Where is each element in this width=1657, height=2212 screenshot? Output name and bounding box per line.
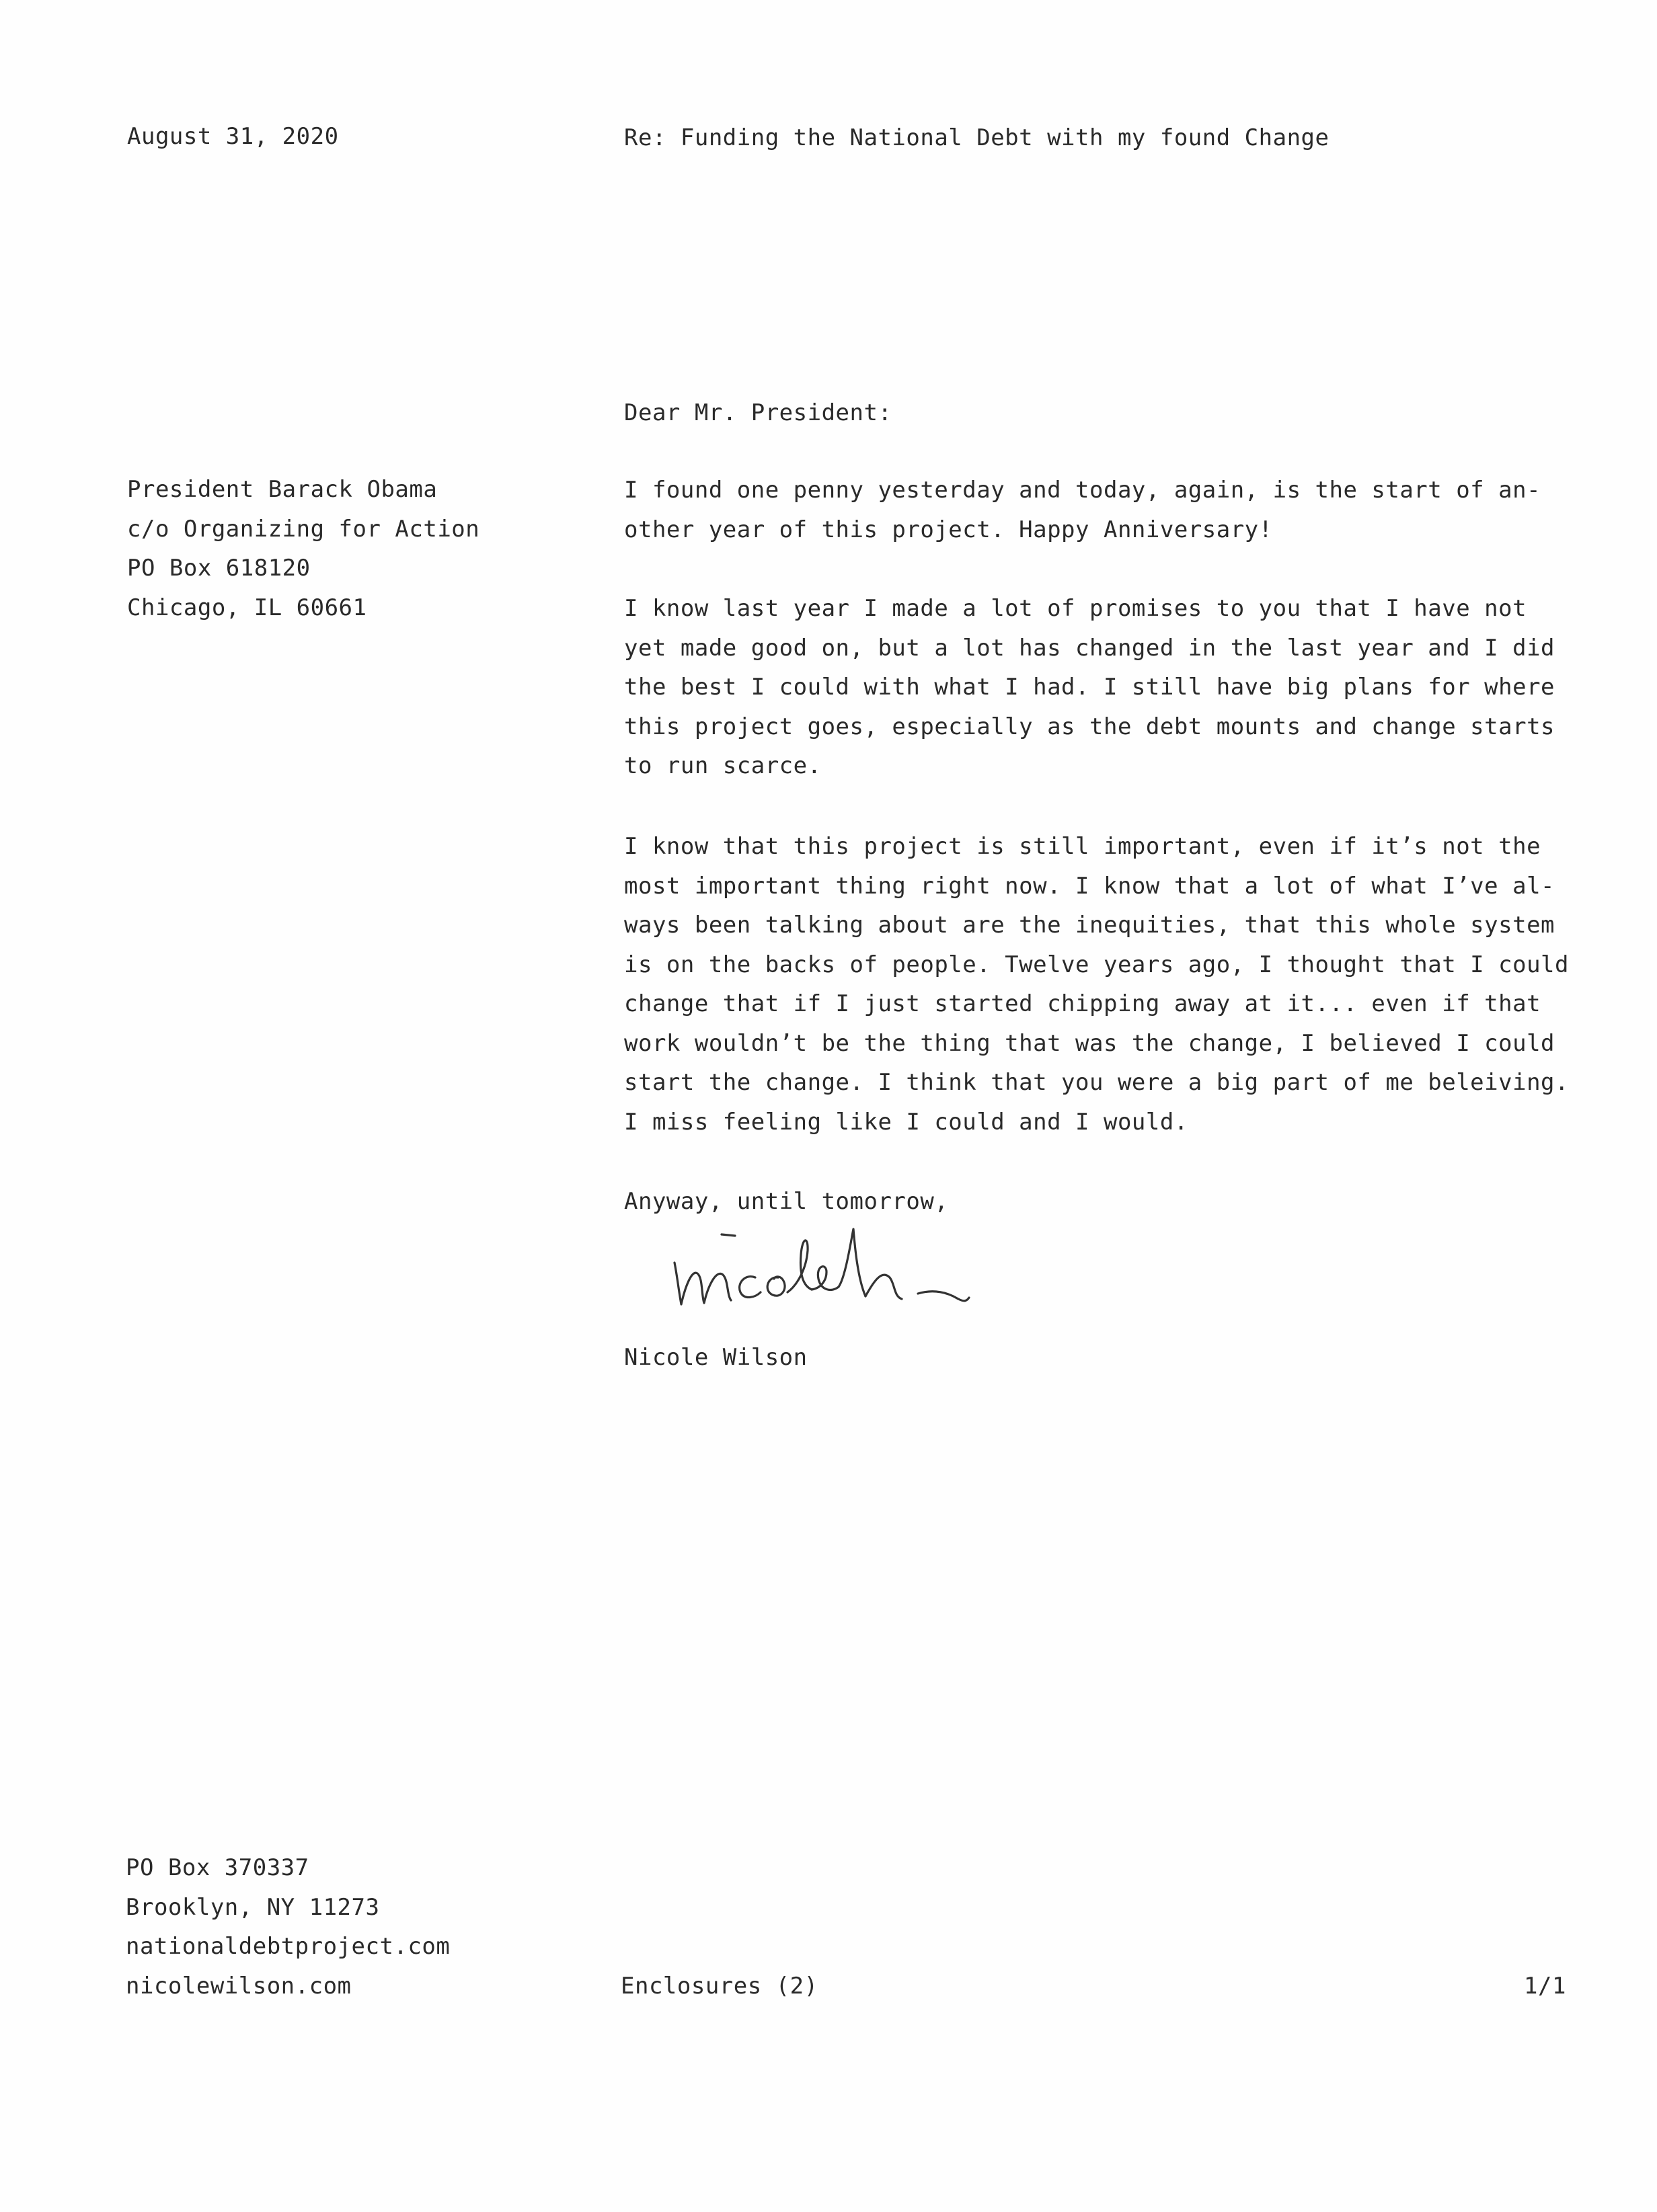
body-line: the best I could with what I had. I still have big plans for where [624, 674, 1555, 701]
body-line: I know that this project is still important, even if it’s not the [624, 833, 1541, 860]
body-line: is on the backs of people. Twelve years ago, I thought that I could [624, 951, 1569, 978]
body-line: most important thing right now. I know that a lot of what I’ve al- [624, 872, 1555, 900]
body-line: I found one penny yesterday and today, again, is the start of an- [624, 477, 1541, 504]
closing: Anyway, until tomorrow, [624, 1188, 949, 1215]
body-line: work wouldn’t be the thing that was the change, I believed I could [624, 1029, 1555, 1057]
body-line: change that if I just started chipping away at it... even if that [624, 990, 1541, 1017]
subject-line: Re: Funding the National Debt with my found Change [624, 124, 1330, 151]
sender-line: PO Box 370337 [126, 1854, 309, 1881]
page-number: 1/1 [1524, 1973, 1566, 2000]
body-paragraph-2 [624, 589, 1555, 786]
body-line: ways been talking about are the inequities, that this whole system [624, 912, 1555, 939]
body-paragraph-1 [624, 471, 1541, 549]
salutation: Dear Mr. President: [624, 399, 892, 426]
recipient-line: Chicago, IL 60661 [127, 594, 367, 621]
sender-line: nationaldebtproject.com [126, 1933, 451, 1960]
body-line: yet made good on, but a lot has changed in the last year and I did [624, 634, 1555, 662]
body-line: start the change. I think that you were a big part of me beleiving. [624, 1069, 1569, 1096]
recipient-address [127, 470, 479, 627]
letter-date: August 31, 2020 [127, 123, 339, 150]
recipient-line: President Barack Obama [127, 476, 438, 503]
printed-name: Nicole Wilson [624, 1344, 808, 1371]
handwritten-signature [662, 1216, 972, 1316]
body-paragraph-3 [624, 827, 1569, 1142]
sender-line: nicolewilson.com [126, 1972, 352, 2000]
sender-address [126, 1848, 450, 2006]
body-line: I miss feeling like I could and I would. [624, 1108, 1188, 1136]
body-line: to run scarce. [624, 752, 822, 779]
sender-line: Brooklyn, NY 11273 [126, 1893, 380, 1921]
enclosures-note: Enclosures (2) [621, 1973, 818, 2000]
body-line: other year of this project. Happy Anniversary! [624, 516, 1273, 543]
body-line: I know last year I made a lot of promises to you that I have not [624, 595, 1527, 622]
recipient-line: c/o Organizing for Action [127, 515, 480, 543]
recipient-line: PO Box 618120 [127, 555, 311, 582]
body-line: this project goes, especially as the debt mounts and change starts [624, 713, 1555, 740]
